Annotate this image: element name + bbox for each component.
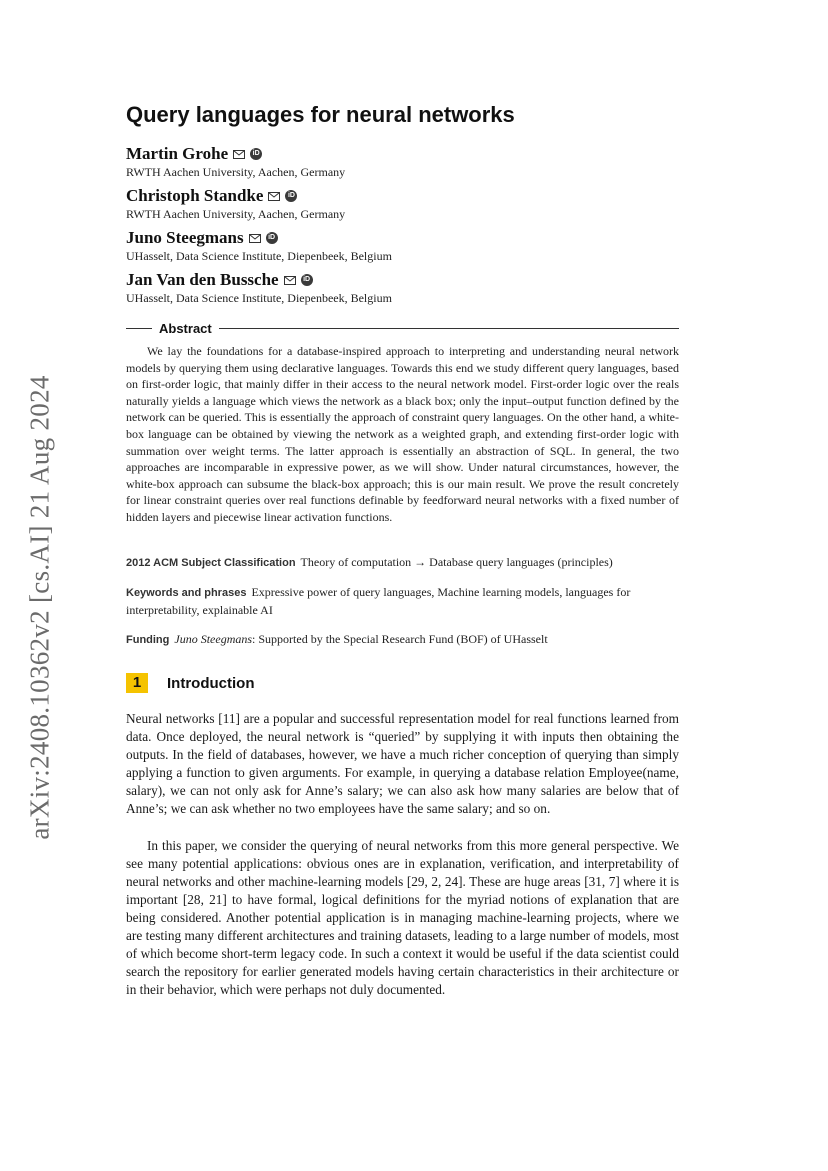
keywords-label: Keywords and phrases bbox=[126, 587, 247, 599]
funding-recipient: Juno Steegmans bbox=[174, 632, 253, 646]
arxiv-identifier-text: arXiv:2408.10362v2 [cs.AI] 21 Aug 2024 bbox=[24, 375, 55, 840]
abstract-heading: Abstract bbox=[159, 320, 212, 336]
section-title: Introduction bbox=[167, 674, 255, 692]
email-icon[interactable] bbox=[268, 192, 280, 201]
author-name: Jan Van den Bussche bbox=[126, 270, 279, 289]
orcid-icon[interactable]: iD bbox=[301, 274, 313, 286]
orcid-icon[interactable]: iD bbox=[250, 148, 262, 160]
paper-title: Query languages for neural networks bbox=[126, 102, 515, 127]
funding bbox=[126, 631, 679, 649]
arxiv-identifier bbox=[10, 365, 70, 850]
orcid-icon[interactable]: iD bbox=[285, 190, 297, 202]
author-block bbox=[126, 186, 345, 222]
divider bbox=[219, 328, 679, 329]
author-block bbox=[126, 144, 345, 180]
author-name: Christoph Standke bbox=[126, 186, 264, 205]
abstract-text: We lay the foundations for a database-inspired approach to interpreting and understanding neural network models by querying them using declarative languages. Towards this end we study different query languages, based on first-order logic, that mainly differ in their access to the neural network model. First-order logic over the reals naturally yields a language which views the network as a black box; only the input–output function defined by the network can be queried. This is essentially the approach of constraint query languages. On the other hand, a white-box language can be obtained by viewing the network as a weighted graph, and extending first-order logic with summation over weight terms. The latter approach is essentially an abstraction of SQL. In general, the two approaches are incomparable in expressive power, as we will show. Under natural circumstances, however, the white-box approach can subsume the black-box approach; this is our main result. We prove the result concretely for linear constraint queries over real functions definable by feedforward neural networks with a fixed number of hidden layers and piecewise linear activation functions. bbox=[126, 344, 679, 524]
author-block bbox=[126, 228, 392, 264]
acm-classification bbox=[126, 554, 679, 572]
acm-classification-text: Theory of computation → Database query languages (principles) bbox=[300, 555, 613, 569]
acm-classification-label: 2012 ACM Subject Classification bbox=[126, 557, 296, 569]
author-affiliation: RWTH Aachen University, Aachen, Germany bbox=[126, 165, 346, 179]
funding-text: : Supported by the Special Research Fund (BOF) of UHasselt bbox=[252, 632, 548, 646]
author-affiliation: UHasselt, Data Science Institute, Diepenbeek, Belgium bbox=[126, 291, 392, 305]
author-block bbox=[126, 270, 392, 306]
section-number-badge: 1 bbox=[126, 673, 148, 693]
funding-label: Funding bbox=[126, 634, 170, 646]
orcid-icon[interactable]: iD bbox=[266, 232, 278, 244]
divider bbox=[126, 328, 152, 329]
author-affiliation: UHasselt, Data Science Institute, Diepenbeek, Belgium bbox=[126, 249, 392, 263]
author-name: Juno Steegmans bbox=[126, 228, 244, 247]
abstract-header bbox=[126, 320, 679, 336]
author-name: Martin Grohe bbox=[126, 144, 229, 163]
email-icon[interactable] bbox=[284, 276, 296, 285]
body-paragraph: Neural networks [11] are a popular and successful representation model for real functions learned from data. Once deployed, the neural network is “queried” by supplying it with inputs then obtaining the outputs. In the field of databases, however, we have a much richer conception of querying than simply applying a function to given arguments. For example, in querying a database relation Employee(name, salary), we can not only ask for Anne’s salary; we can also ask how many salaries are below that of Anne’s; we can ask whether no two employees have the same salary; and so on. bbox=[126, 711, 679, 816]
keywords bbox=[126, 584, 679, 618]
author-affiliation: RWTH Aachen University, Aachen, Germany bbox=[126, 207, 346, 221]
email-icon[interactable] bbox=[233, 150, 245, 159]
body-paragraph: In this paper, we consider the querying of neural networks from this more general perspective. We see many potential applications: obvious ones are in explanation, verification, and interpretability of neural networks and other machine-learning models [29, 2, 24]. These are huge areas [31, 7] where it is important [28, 21] to have formal, logical definitions for the myriad notions of explanation that are being considered. Another potential application is in managing machine-learning projects, where we are testing many different architectures and training datasets, leading to a large number of models, most of which become short-term legacy code. In such a context it would be useful if the data scientist could search the repository for earlier generated models having certain characteristics in their architecture or in their behavior, which were perhaps not duly documented. bbox=[126, 838, 679, 997]
keywords-text: Expressive power of query languages, Machine learning models, languages for interpretability, explainable AI bbox=[126, 585, 631, 617]
section-heading bbox=[126, 673, 254, 693]
email-icon[interactable] bbox=[249, 234, 261, 243]
